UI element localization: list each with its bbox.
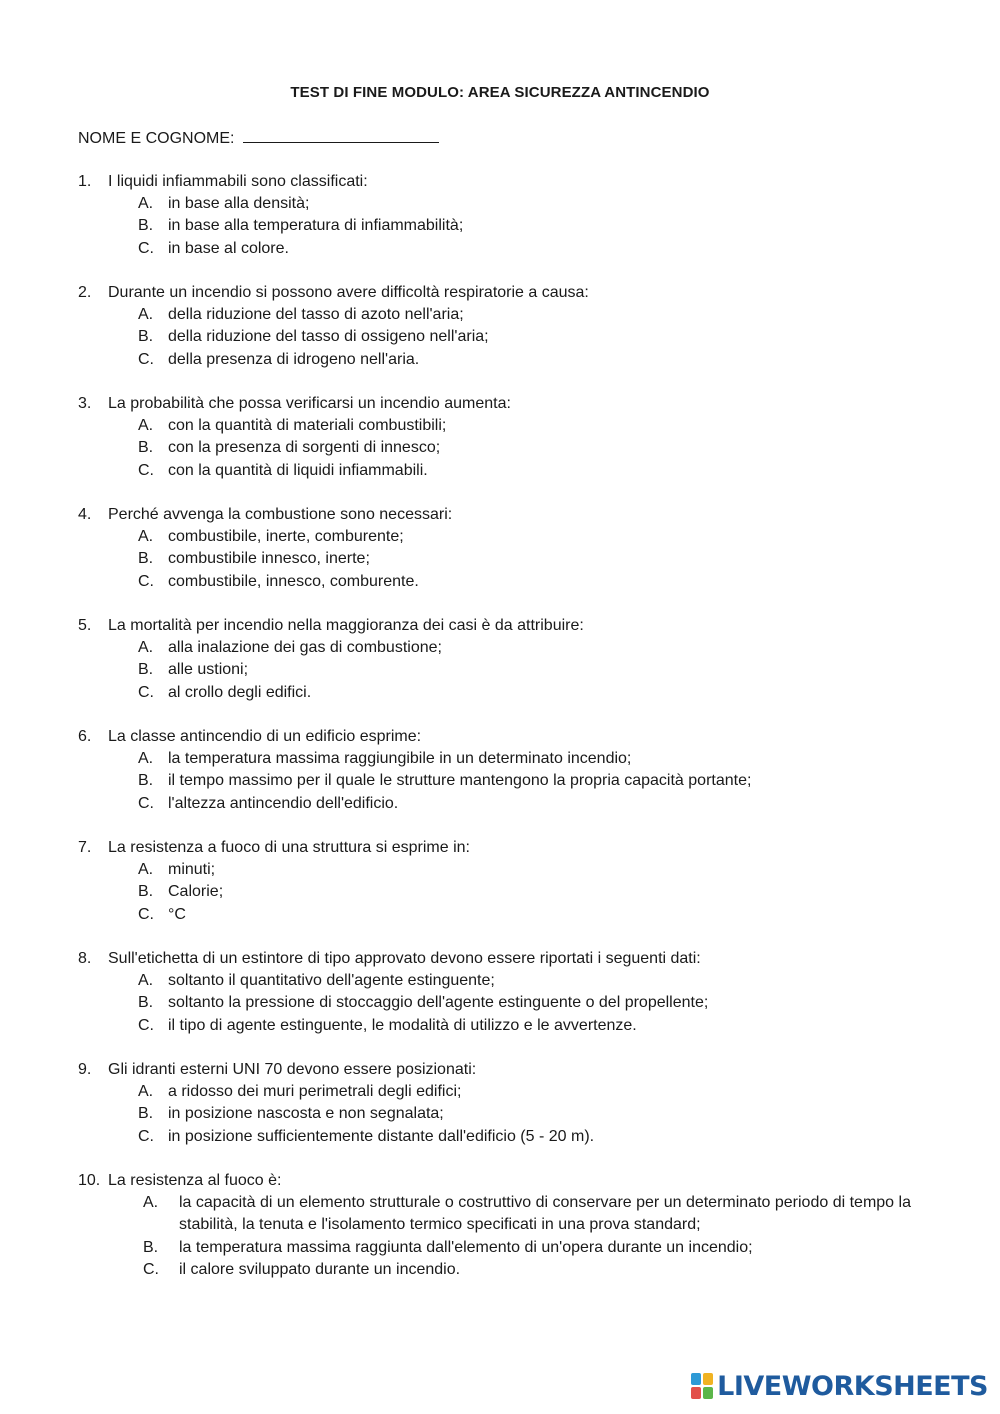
answer-options bbox=[78, 1192, 958, 1281]
option-text: con la quantità di materiali combustibili; bbox=[168, 417, 447, 435]
answer-option[interactable] bbox=[138, 215, 958, 237]
question-prompt: Durante un incendio si possono avere difficoltà respiratorie a causa: bbox=[108, 284, 589, 301]
answer-option[interactable] bbox=[143, 1192, 958, 1236]
option-letter: B. bbox=[138, 1105, 154, 1123]
option-letter: A. bbox=[138, 1083, 154, 1101]
answer-options bbox=[78, 304, 958, 371]
question-text bbox=[78, 171, 958, 193]
option-letter: B. bbox=[138, 883, 154, 901]
question-9 bbox=[78, 1059, 958, 1148]
option-letter: C. bbox=[138, 1127, 154, 1145]
question-number: 10. bbox=[78, 1172, 101, 1189]
question-text bbox=[78, 615, 958, 637]
answer-option[interactable] bbox=[138, 1081, 958, 1103]
option-letter: A. bbox=[138, 861, 154, 879]
question-prompt: La resistenza a fuoco di una struttura si esprime in: bbox=[108, 839, 470, 856]
option-text: combustibile, inerte, comburente; bbox=[168, 528, 404, 546]
option-text: in base alla temperatura di infiammabilità; bbox=[168, 217, 464, 235]
liveworksheets-logo bbox=[691, 1372, 988, 1400]
option-letter: B. bbox=[138, 439, 154, 457]
answer-option[interactable] bbox=[138, 460, 958, 482]
option-letter: C. bbox=[138, 461, 154, 479]
option-text: con la presenza di sorgenti di innesco; bbox=[168, 439, 441, 457]
answer-options bbox=[78, 193, 958, 260]
question-text bbox=[78, 1170, 958, 1192]
option-text: della riduzione del tasso di azoto nell'aria; bbox=[168, 306, 464, 324]
question-6 bbox=[78, 726, 958, 815]
answer-options bbox=[78, 970, 958, 1037]
option-text: il tipo di agente estinguente, le modalità di utilizzo e le avvertenze. bbox=[168, 1016, 637, 1034]
answer-option[interactable] bbox=[138, 571, 958, 593]
answer-option[interactable] bbox=[138, 770, 958, 792]
option-text: minuti; bbox=[168, 861, 216, 879]
question-number: 8. bbox=[78, 950, 92, 967]
option-letter: C. bbox=[138, 683, 154, 701]
answer-option[interactable] bbox=[138, 1015, 958, 1037]
question-text bbox=[78, 1059, 958, 1081]
name-label: NOME E COGNOME: bbox=[78, 130, 235, 147]
question-10 bbox=[78, 1170, 958, 1281]
option-letter: C. bbox=[138, 905, 154, 923]
option-text: della presenza di idrogeno nell'aria. bbox=[168, 350, 420, 368]
answer-option[interactable] bbox=[138, 238, 958, 260]
option-text: combustibile innesco, inerte; bbox=[168, 550, 370, 568]
option-text: la capacità di un elemento strutturale o costruttivo di conservare per un determinato periodo di tempo la stabilità, la tenuta e l'isolamento termico specificati in una prova standard; bbox=[179, 1194, 911, 1234]
option-text: in base alla densità; bbox=[168, 195, 310, 213]
option-letter: B. bbox=[138, 661, 154, 679]
question-text bbox=[78, 726, 958, 748]
option-letter: C. bbox=[138, 1016, 154, 1034]
answer-option[interactable] bbox=[138, 659, 958, 681]
option-text: alle ustioni; bbox=[168, 661, 249, 679]
answer-option[interactable] bbox=[138, 193, 958, 215]
option-text: in posizione nascosta e non segnalata; bbox=[168, 1105, 444, 1123]
option-letter: C. bbox=[138, 239, 154, 257]
option-text: Calorie; bbox=[168, 883, 224, 901]
question-text bbox=[78, 948, 958, 970]
question-list bbox=[78, 171, 958, 1303]
option-text: alla inalazione dei gas di combustione; bbox=[168, 639, 442, 657]
question-text bbox=[78, 393, 958, 415]
question-prompt: I liquidi infiammabili sono classificati: bbox=[108, 173, 368, 190]
option-letter: B. bbox=[143, 1238, 159, 1256]
option-text: il tempo massimo per il quale le strutture mantengono la propria capacità portante; bbox=[168, 772, 752, 790]
option-text: soltanto la pressione di stoccaggio dell'agente estinguente o del propellente; bbox=[168, 994, 709, 1012]
question-number: 3. bbox=[78, 395, 92, 412]
option-text: la temperatura massima raggiunta dall'elemento di un'opera durante un incendio; bbox=[179, 1238, 753, 1256]
answer-option[interactable] bbox=[138, 992, 958, 1014]
question-3 bbox=[78, 393, 958, 482]
answer-option[interactable] bbox=[138, 793, 958, 815]
answer-option[interactable] bbox=[138, 326, 958, 348]
answer-option[interactable] bbox=[138, 682, 958, 704]
option-letter: A. bbox=[138, 306, 154, 324]
option-letter: C. bbox=[138, 794, 154, 812]
option-text: il calore sviluppato durante un incendio. bbox=[179, 1260, 461, 1278]
option-letter: C. bbox=[138, 350, 154, 368]
question-2 bbox=[78, 282, 958, 371]
answer-option[interactable] bbox=[138, 1126, 958, 1148]
option-letter: B. bbox=[138, 550, 154, 568]
option-letter: A. bbox=[143, 1194, 159, 1212]
answer-option[interactable] bbox=[138, 526, 958, 548]
answer-options bbox=[78, 415, 958, 482]
option-text: soltanto il quantitativo dell'agente estinguente; bbox=[168, 972, 495, 990]
answer-option[interactable] bbox=[138, 548, 958, 570]
option-letter: C. bbox=[138, 572, 154, 590]
answer-options bbox=[78, 748, 958, 815]
name-row bbox=[78, 128, 439, 148]
option-letter: A. bbox=[138, 639, 154, 657]
option-text: in base al colore. bbox=[168, 239, 289, 257]
answer-option[interactable] bbox=[138, 415, 958, 437]
option-text: della riduzione del tasso di ossigeno nell'aria; bbox=[168, 328, 489, 346]
question-text bbox=[78, 837, 958, 859]
option-text: l'altezza antincendio dell'edificio. bbox=[168, 794, 399, 812]
question-number: 5. bbox=[78, 617, 92, 634]
question-prompt: La classe antincendio di un edificio esprime: bbox=[108, 728, 422, 745]
option-text: al crollo degli edifici. bbox=[168, 683, 312, 701]
option-text: in posizione sufficientemente distante dall'edificio (5 - 20 m). bbox=[168, 1127, 595, 1145]
answer-option[interactable] bbox=[138, 1103, 958, 1125]
question-prompt: Gli idranti esterni UNI 70 devono essere posizionati: bbox=[108, 1061, 477, 1078]
logo-mark-icon bbox=[691, 1373, 713, 1399]
answer-option[interactable] bbox=[143, 1237, 958, 1259]
answer-options bbox=[78, 526, 958, 593]
option-letter: B. bbox=[138, 772, 154, 790]
question-prompt: La probabilità che possa verificarsi un incendio aumenta: bbox=[108, 395, 511, 412]
answer-option[interactable] bbox=[138, 881, 958, 903]
answer-option[interactable] bbox=[138, 304, 958, 326]
option-letter: A. bbox=[138, 972, 154, 990]
answer-option[interactable] bbox=[138, 904, 958, 926]
question-text bbox=[78, 282, 958, 304]
question-5 bbox=[78, 615, 958, 704]
question-number: 6. bbox=[78, 728, 92, 745]
answer-option[interactable] bbox=[138, 748, 958, 770]
question-number: 7. bbox=[78, 839, 92, 856]
question-prompt: La mortalità per incendio nella maggioranza dei casi è da attribuire: bbox=[108, 617, 584, 634]
option-letter: A. bbox=[138, 417, 154, 435]
option-text: con la quantità di liquidi infiammabili. bbox=[168, 461, 428, 479]
answer-options bbox=[78, 637, 958, 704]
option-letter: A. bbox=[138, 750, 154, 768]
question-prompt: Sull'etichetta di un estintore di tipo approvato devono essere riportati i seguenti dati: bbox=[108, 950, 701, 967]
answer-option[interactable] bbox=[138, 349, 958, 371]
answer-options bbox=[78, 859, 958, 926]
answer-option[interactable] bbox=[138, 970, 958, 992]
answer-options bbox=[78, 1081, 958, 1148]
option-letter: B. bbox=[138, 217, 154, 235]
question-number: 9. bbox=[78, 1061, 92, 1078]
question-prompt: La resistenza al fuoco è: bbox=[108, 1172, 282, 1189]
question-8 bbox=[78, 948, 958, 1037]
answer-option[interactable] bbox=[138, 637, 958, 659]
option-text: la temperatura massima raggiungibile in un determinato incendio; bbox=[168, 750, 632, 768]
answer-option[interactable] bbox=[138, 859, 958, 881]
question-1 bbox=[78, 171, 958, 260]
option-letter: A. bbox=[138, 195, 154, 213]
logo-text: LIVEWORKSHEETS bbox=[717, 1370, 988, 1402]
answer-option[interactable] bbox=[143, 1259, 958, 1281]
question-number: 4. bbox=[78, 506, 92, 523]
question-number: 2. bbox=[78, 284, 92, 301]
question-4 bbox=[78, 504, 958, 593]
question-text bbox=[78, 504, 958, 526]
question-7 bbox=[78, 837, 958, 926]
option-letter: B. bbox=[138, 328, 154, 346]
option-letter: B. bbox=[138, 994, 154, 1012]
name-input-line[interactable] bbox=[243, 128, 439, 143]
page-title: TEST DI FINE MODULO: AREA SICUREZZA ANTINCENDIO bbox=[290, 84, 710, 101]
option-text: a ridosso dei muri perimetrali degli edifici; bbox=[168, 1083, 462, 1101]
option-text: °C bbox=[168, 905, 186, 923]
option-letter: A. bbox=[138, 528, 154, 546]
option-text: combustibile, innesco, comburente. bbox=[168, 572, 419, 590]
question-number: 1. bbox=[78, 173, 92, 190]
option-letter: C. bbox=[143, 1260, 159, 1278]
answer-option[interactable] bbox=[138, 437, 958, 459]
question-prompt: Perché avvenga la combustione sono necessari: bbox=[108, 506, 453, 523]
